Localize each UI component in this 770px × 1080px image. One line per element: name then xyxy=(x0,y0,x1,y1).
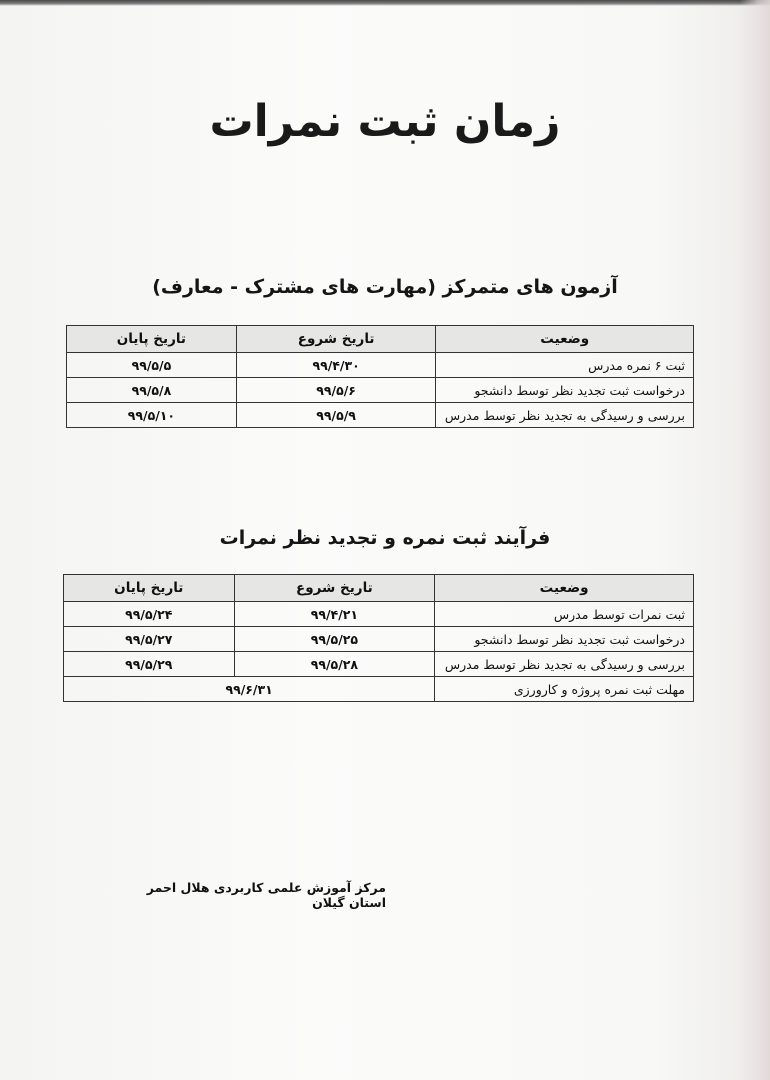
row-start-date: ۹۹/۵/۹ xyxy=(236,403,436,428)
row-status: ثبت ۶ نمره مدرس xyxy=(436,353,694,378)
row-start-date: ۹۹/۵/۲۸ xyxy=(234,652,435,677)
deadline-date: ۹۹/۶/۳۱ xyxy=(64,677,435,702)
header-status: وضعیت xyxy=(435,575,694,602)
row-end-date: ۹۹/۵/۲۹ xyxy=(64,652,235,677)
row-end-date: ۹۹/۵/۸ xyxy=(67,378,237,403)
deadline-status: مهلت ثبت نمره پروژه و کارورزی xyxy=(435,677,694,702)
table-row xyxy=(64,602,694,627)
table-header-row xyxy=(64,575,694,602)
row-end-date: ۹۹/۵/۵ xyxy=(67,353,237,378)
row-status: ثبت نمرات توسط مدرس xyxy=(435,602,694,627)
row-end-date: ۹۹/۵/۲۷ xyxy=(64,627,235,652)
centralized-exams-table xyxy=(66,325,694,428)
row-status: بررسی و رسیدگی به تجدید نظر توسط مدرس xyxy=(435,652,694,677)
row-status: درخواست ثبت تجدید نظر توسط دانشجو xyxy=(435,627,694,652)
table-row xyxy=(67,353,694,378)
row-status: درخواست ثبت تجدید نظر توسط دانشجو xyxy=(436,378,694,403)
table-header-row xyxy=(67,326,694,353)
table-row xyxy=(64,652,694,677)
row-start-date: ۹۹/۵/۶ xyxy=(236,378,436,403)
table-row xyxy=(67,378,694,403)
row-end-date: ۹۹/۵/۲۴ xyxy=(64,602,235,627)
footer-institution: مرکز آموزش علمی کاربردی هلال احمر استان گیلان xyxy=(146,880,386,910)
row-start-date: ۹۹/۴/۲۱ xyxy=(234,602,435,627)
table-row xyxy=(64,627,694,652)
page-title: زمان ثبت نمرات xyxy=(209,96,561,147)
row-start-date: ۹۹/۵/۲۵ xyxy=(234,627,435,652)
table-row xyxy=(67,403,694,428)
header-status: وضعیت xyxy=(436,326,694,353)
row-status: بررسی و رسیدگی به تجدید نظر توسط مدرس xyxy=(436,403,694,428)
header-start-date: تاریخ شروع xyxy=(236,326,436,353)
section-title-centralized-exams: آزمون های متمرکز (مهارت های مشترک - معارف) xyxy=(152,276,618,298)
row-start-date: ۹۹/۴/۳۰ xyxy=(236,353,436,378)
grading-process-table xyxy=(63,574,694,702)
header-end-date: تاریخ پایان xyxy=(64,575,235,602)
header-start-date: تاریخ شروع xyxy=(234,575,435,602)
header-end-date: تاریخ پایان xyxy=(67,326,237,353)
deadline-row xyxy=(64,677,694,702)
section-title-grading-process: فرآیند ثبت نمره و تجدید نظر نمرات xyxy=(219,527,551,549)
scan-top-edge xyxy=(0,0,770,6)
row-end-date: ۹۹/۵/۱۰ xyxy=(67,403,237,428)
